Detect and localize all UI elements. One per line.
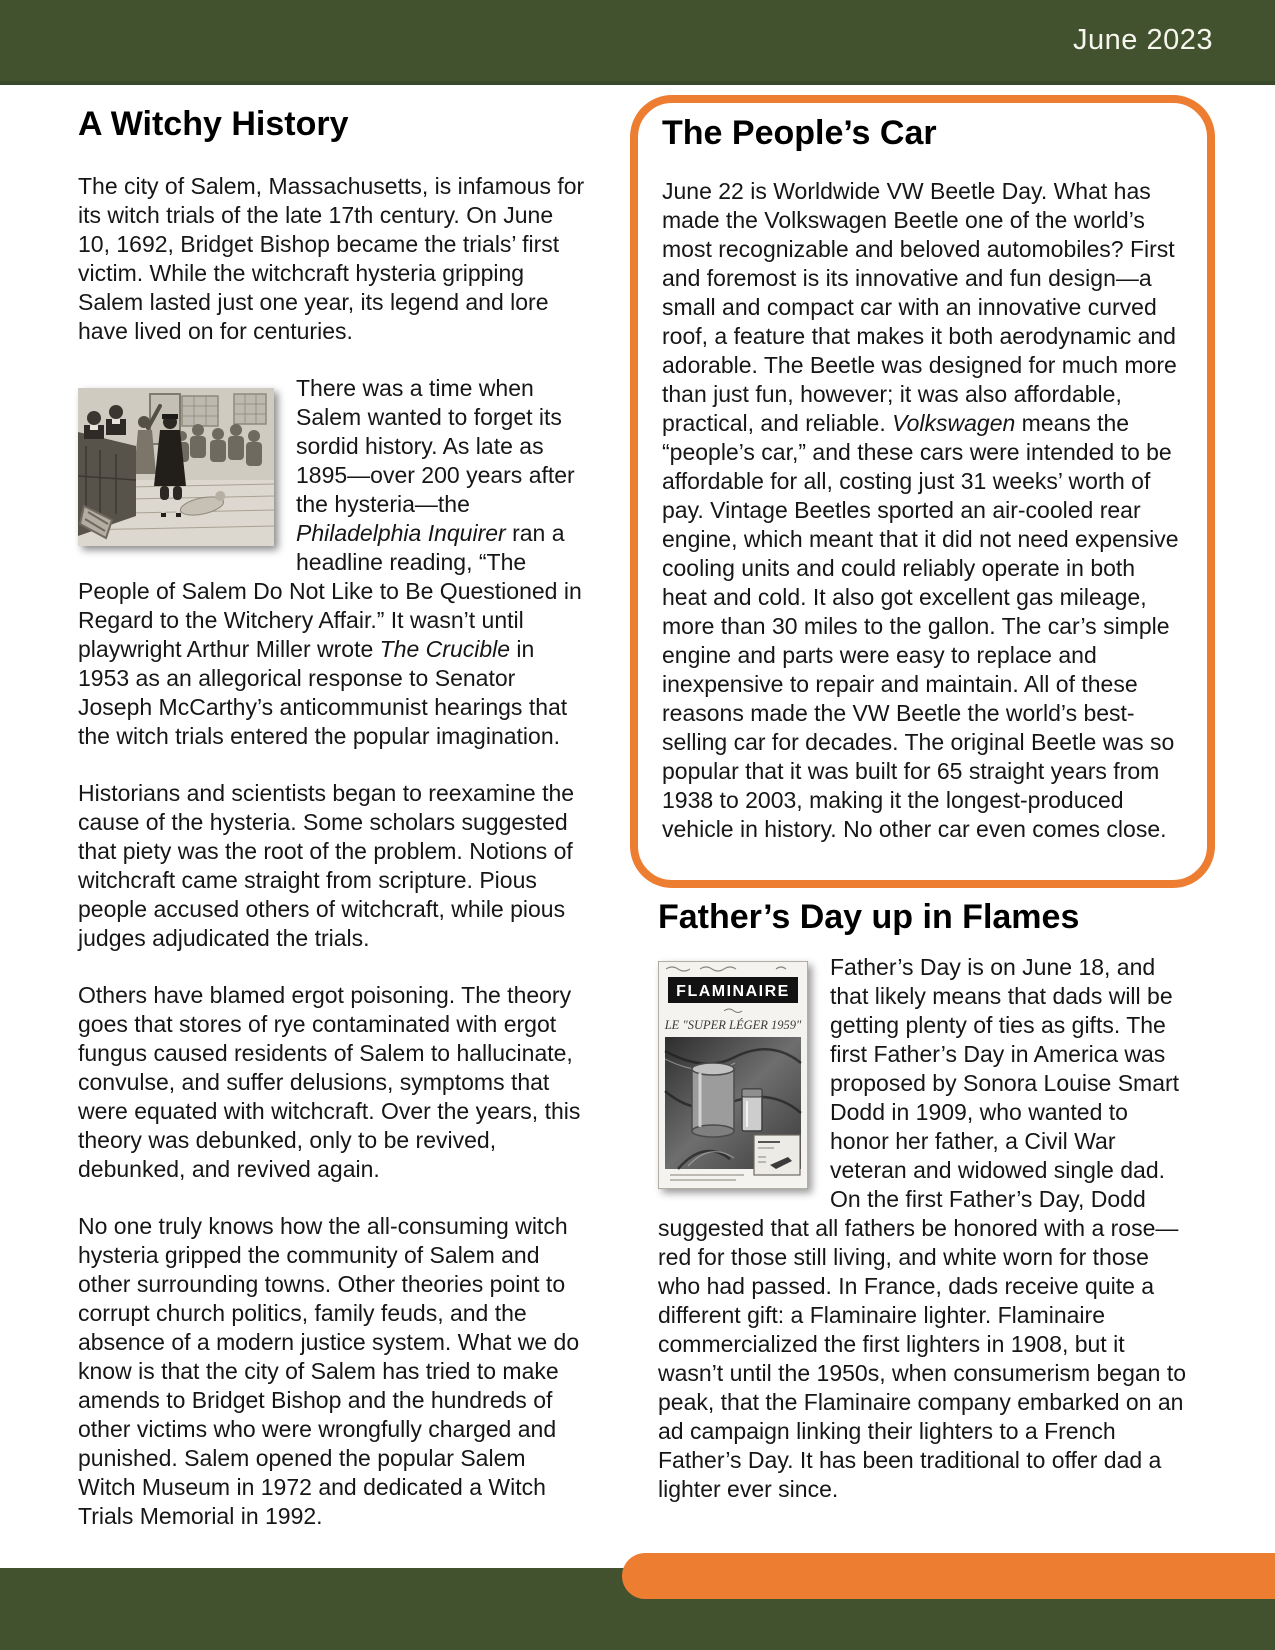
fathers-day-body-block bbox=[658, 953, 1190, 1504]
article-witchy-history bbox=[78, 104, 586, 1531]
witchy-paragraph-2-text: There was a time when Salem wanted to forget its sordid history. As late as 1895—over 200 years after the hysteria—the Philadelphia Inquirer ran a headline reading, “The People of Salem Do Not Like to Be Questioned in Regard to the Witchery Affair.” It wasn’t until playwright Arthur Miller wrote The Crucible in 1953 as an allegorical response to Senator Joseph McCarthy’s anticommunist hearings that the witch trials entered the popular imagination. bbox=[78, 375, 582, 749]
witchy-paragraph-4: Others have blamed ergot poisoning. The theory goes that stores of rye contaminated with ergot fungus caused residents of Salem to hallucinate, convulse, and suffer delusions, symptoms that were equated with witchcraft. Over the years, this theory was debunked, only to be revived, debunked, and revived again. bbox=[78, 982, 581, 1182]
witchy-paragraph-2-block bbox=[78, 374, 586, 751]
flaminaire-brand-text: FLAMINAIRE bbox=[676, 983, 790, 1000]
fathers-day-body-text: Father’s Day is on June 18, and that likely means that dads will be getting plenty of ties as gifts. The first Father’s Day in America was proposed by Sonora Louise Smart Dodd in 1909, who wanted to honor her father, a Civil War veteran and widowed single dad. On the first Father’s Day, Dodd suggested that all fathers be honored with a rose—red for those still living, and white worn for those who had passed. In France, dads receive quite a different gift: a Flaminaire lighter. Flaminaire commercialized the first lighters in 1908, but it wasn’t until the 1950s, when consumerism began to peak, that the Flaminaire company embarked on an ad campaign linking their lighters to a French Father’s Day. It has been traditional to offer dad a lighter ever since. bbox=[658, 954, 1187, 1502]
header-bar bbox=[0, 0, 1275, 85]
peoples-car-title: The People’s Car bbox=[662, 114, 937, 152]
witchy-paragraph-1: The city of Salem, Massachusetts, is infamous for its witch trials of the late 17th century. On June 10, 1692, Bridget Bishop became the trials’ first victim. While the witchcraft hysteria gripping Salem lasted just one year, its legend and lore have lived on for centuries. bbox=[78, 173, 585, 344]
witchy-paragraph-5: No one truly knows how the all-consuming witch hysteria gripped the community of Salem and other surrounding towns. Other theories point to corrupt church politics, family feuds, and the absence of a modern justice system. What we do know is that the city of Salem has tried to make amends to Bridget Bishop and the hundreds of other victims who were wrongfully charged and punished. Salem opened the popular Salem Witch Museum in 1972 and dedicated a Witch Trials Memorial in 1992. bbox=[78, 1213, 580, 1529]
article-fathers-day bbox=[658, 897, 1190, 1504]
flaminaire-tagline-text: LE "SUPER LÉGER 1959" bbox=[664, 1018, 802, 1032]
witchy-paragraph-3: Historians and scientists began to reexamine the cause of the hysteria. Some scholars suggested that piety was the root of the problem. Notions of witchcraft came straight from scripture. Pious people accused others of witchcraft, while pious judges adjudicated the trials. bbox=[78, 780, 575, 951]
flaminaire-ad-image bbox=[658, 961, 808, 1189]
footer-accent-bar bbox=[622, 1553, 1275, 1599]
issue-date: June 2023 bbox=[1073, 24, 1213, 56]
peoples-car-box bbox=[630, 95, 1215, 888]
peoples-car-body: June 22 is Worldwide VW Beetle Day. What has made the Volkswagen Beetle one of the world’s most recognizable and beloved automobiles? First and foremost is its innovative and fun design—a small and compact car with an innovative curved roof, a feature that makes it both aerodynamic and adorable. The Beetle was designed for much more than just fun, however; it was also affordable, practical, and reliable. Volkswagen means the “people’s car,” and these cars were intended to be affordable for all, costing just 31 weeks’ worth of pay. Vintage Beetles sported an air-cooled rear engine, which meant that it did not need expensive cooling units and could reliably operate in both heat and cold. It also got excellent gas mileage, more than 30 miles to the gallon. The car’s simple engine and parts were easy to replace and inexpensive to repair and maintain. All of these reasons made the VW Beetle the world’s best-selling car for decades. The original Beetle was so popular that it was built for 65 straight years from 1938 to 2003, making it the longest-produced vehicle in history. No other car even comes close. bbox=[662, 178, 1179, 842]
witchy-history-title: A Witchy History bbox=[78, 105, 349, 143]
witch-trial-engraving-image bbox=[78, 388, 274, 546]
fathers-day-title: Father’s Day up in Flames bbox=[658, 898, 1080, 936]
